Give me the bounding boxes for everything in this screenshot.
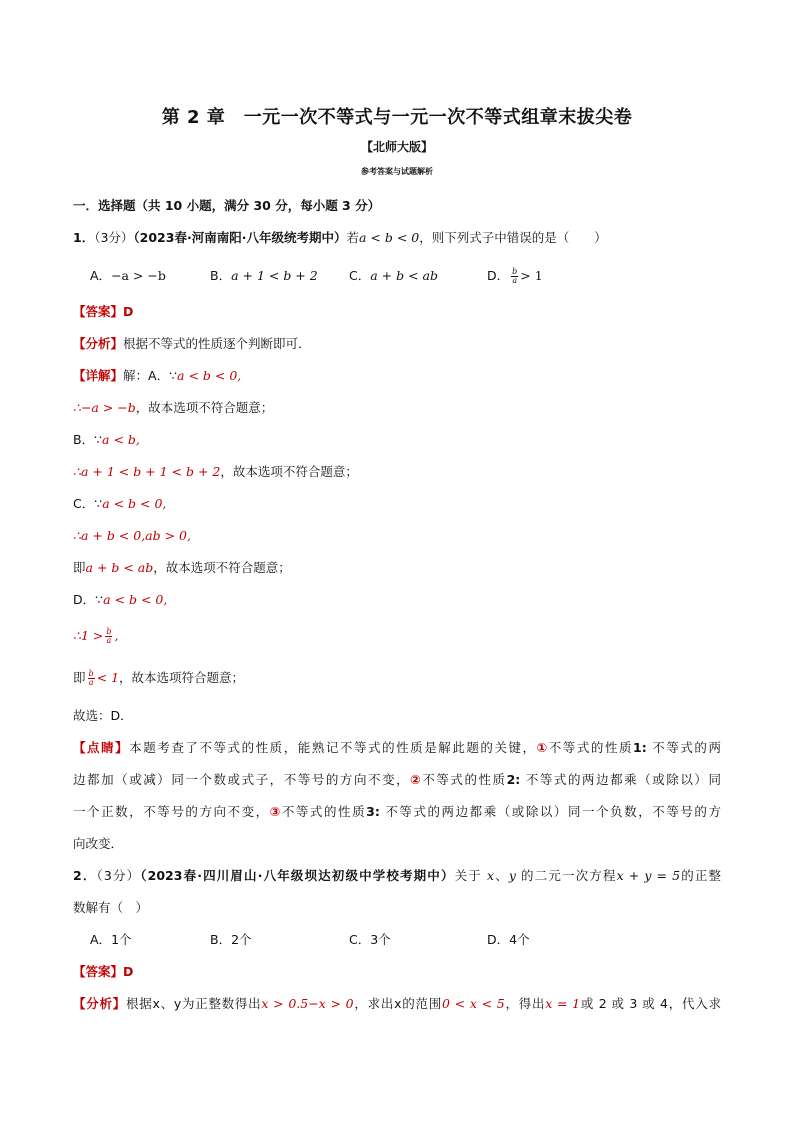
answer-line [73,962,133,982]
comment-text: 本题考查了不等式的性质，能熟记不等式的性质是解此题的关键， [129,740,537,755]
option-letter: B． [210,932,232,947]
detail-line-2 [73,398,273,418]
analysis-math: 0 < x < 5 [441,996,505,1011]
detail-fraction [88,670,95,687]
detail-math: a < b < 0, [102,496,167,511]
option-letter: B． [210,268,232,283]
option-expression: −a > −b [111,268,166,283]
analysis-tag: 【分析】 [73,996,126,1011]
detail-text: ，故本选项符合题意； [119,670,245,685]
option-c[interactable] [349,930,391,950]
section-heading: 一．选择题（共 10 小题，满分 30 分，每小题 3 分） [73,198,381,213]
option-letter: C． [349,932,371,947]
detail-line-3 [73,430,140,450]
detail-line-4 [73,462,358,482]
option-expression: a + 1 < b + 2 [231,268,318,283]
detail-text: C．∵ [73,496,103,511]
option-letter: C． [349,268,371,283]
detail-math: a < b < 0, [177,368,242,383]
detail-text: ，故本选项不符合题意； [153,560,291,575]
option-fraction [511,268,518,285]
option-b[interactable] [210,930,252,950]
option-letter: A． [90,268,112,283]
fraction-denominator: a [88,678,94,687]
option-a[interactable] [90,266,166,286]
option-b[interactable] [210,266,318,286]
detail-fraction [105,628,112,645]
option-text: 1个 [111,932,132,947]
stem-math: y [508,868,516,883]
comment-text: 不等式的性质 [548,740,634,755]
detail-text: B．∵ [73,432,103,447]
detail-math: a < b, [102,432,140,447]
analysis-line [73,994,721,1014]
stem-math: x [487,868,495,883]
detail-math: < 1 [96,670,120,685]
stem-text: 关于 [454,868,488,883]
detail-math: ∴a + 1 < b + 1 < b + 2 [73,464,221,479]
question-number: 1． [73,230,95,245]
fraction-numerator: b [106,627,112,636]
option-text: 2个 [231,932,252,947]
detail-text: 解：A．∵ [123,368,178,383]
analysis-text: 根据x、y为正整数得出 [125,996,262,1011]
detail-text: 即 [73,560,86,575]
analysis-math: x = 1 [545,996,581,1011]
fraction-denominator: a [512,276,518,285]
comment-text: 一个正数，不等号的方向不变， [73,804,270,819]
circled-number: ① [536,740,549,755]
option-letter: A． [90,932,112,947]
stem-text: 若 [346,230,359,245]
detail-text: ，故本选项不符合题意； [135,400,274,415]
page-title: 第 2 章 一元一次不等式与一元一次不等式组章末拔尖卷 [161,107,633,128]
comment-line-1 [73,738,721,758]
detail-line-7 [73,558,291,578]
detail-math: a + b < ab [85,560,154,575]
option-letter: D． [487,268,510,283]
comment-line-4: 向改变． [73,836,124,851]
question-source: （2023春·四川眉山·八年级坝达初级中学校考期中） [140,868,455,883]
option-text: 3个 [370,932,391,947]
stem-text: 、 [494,868,509,883]
comment-line-3 [73,802,721,822]
analysis-text: 根据不等式的性质逐个判断即可． [123,336,311,351]
analysis-math: x > 0.5−x > 0 [261,996,354,1011]
question-2-stem [73,866,721,886]
stem-text: 的正整 [680,868,721,883]
stem-math: x + y = 5 [616,868,681,883]
analysis-line [73,334,311,354]
answer-subtitle: 参考答案与试题解析 [361,167,433,176]
stem-math: a < b < 0 [358,230,420,245]
answer-tag: 【答案】 [73,964,124,979]
comment-text: 不等式的性质 [422,772,507,787]
detail-line-8 [73,590,167,610]
question-1-stem [73,228,607,248]
circled-number: ② [410,772,423,787]
detail-line-5 [73,494,166,514]
option-d[interactable] [487,930,530,950]
question-score: （3分） [96,868,141,883]
option-a[interactable] [90,930,132,950]
conclusion-line: 故选：D． [73,708,133,723]
detail-line-10 [73,668,244,688]
question-number: 2． [73,868,97,883]
fraction-denominator: a [106,636,112,645]
analysis-text: ，求出x的范围 [353,996,442,1011]
detail-line-1 [73,366,241,386]
fraction-numerator: b [512,267,518,276]
detail-line-9 [73,626,118,646]
answer-line [73,302,133,322]
detail-line-6 [73,526,191,546]
option-letter: D． [487,932,510,947]
option-expression: > 1 [520,268,543,283]
analysis-tag: 【分析】 [73,336,124,351]
question-1-options [73,266,721,286]
comment-text: 不等式的两边都乘（或除以）同一个负数，不等号的方 [379,804,721,819]
option-expression: a + b < ab [370,268,438,283]
stem-text: ，则下列式子中错误的是（ ） [419,230,607,245]
property-number: 3: [366,804,380,819]
detail-text: D．∵ [73,592,104,607]
detail-math: ∴1 > [73,628,104,643]
answer-tag: 【答案】 [73,304,124,319]
edition-label: 【北师大版】 [360,140,433,154]
comment-line-2 [73,770,721,790]
comment-text: 不等式的两 [646,740,721,755]
question-score: （3分） [94,230,134,245]
analysis-text: 或 2 或 3 或 4，代入求 [580,996,721,1011]
property-number: 1: [633,740,647,755]
comment-text: 不等式的性质 [281,804,367,819]
detail-tag: 【详解】 [73,368,124,383]
comment-text: 边都加（或减）同一个数或式子，不等号的方向不变， [73,772,411,787]
circled-number: ③ [269,804,282,819]
answer-value: D [123,964,134,979]
question-2-stem-cont: 数解有（ ） [73,900,149,915]
analysis-text: ，得出 [504,996,546,1011]
option-c[interactable] [349,266,438,286]
option-d[interactable] [487,266,543,286]
fraction-numerator: b [88,669,94,678]
answer-value: D [123,304,134,319]
detail-math: a < b < 0, [103,592,168,607]
detail-math: ∴−a > −b [73,400,136,415]
stem-text: 的二元一次方程 [515,868,617,883]
detail-math: ∴a + b < 0,ab > 0, [73,528,191,543]
detail-text: 即 [73,670,86,685]
question-2-options [73,930,721,950]
comment-tag: 【点睛】 [73,740,130,755]
comment-text: 不等式的两边都乘（或除以）同 [520,772,721,787]
question-source: （2023春·河南南阳·八年级统考期中） [133,230,347,245]
detail-text: ，故本选项不符合题意； [220,464,358,479]
detail-math: , [114,628,119,643]
option-text: 4个 [509,932,530,947]
property-number: 2: [506,772,521,787]
